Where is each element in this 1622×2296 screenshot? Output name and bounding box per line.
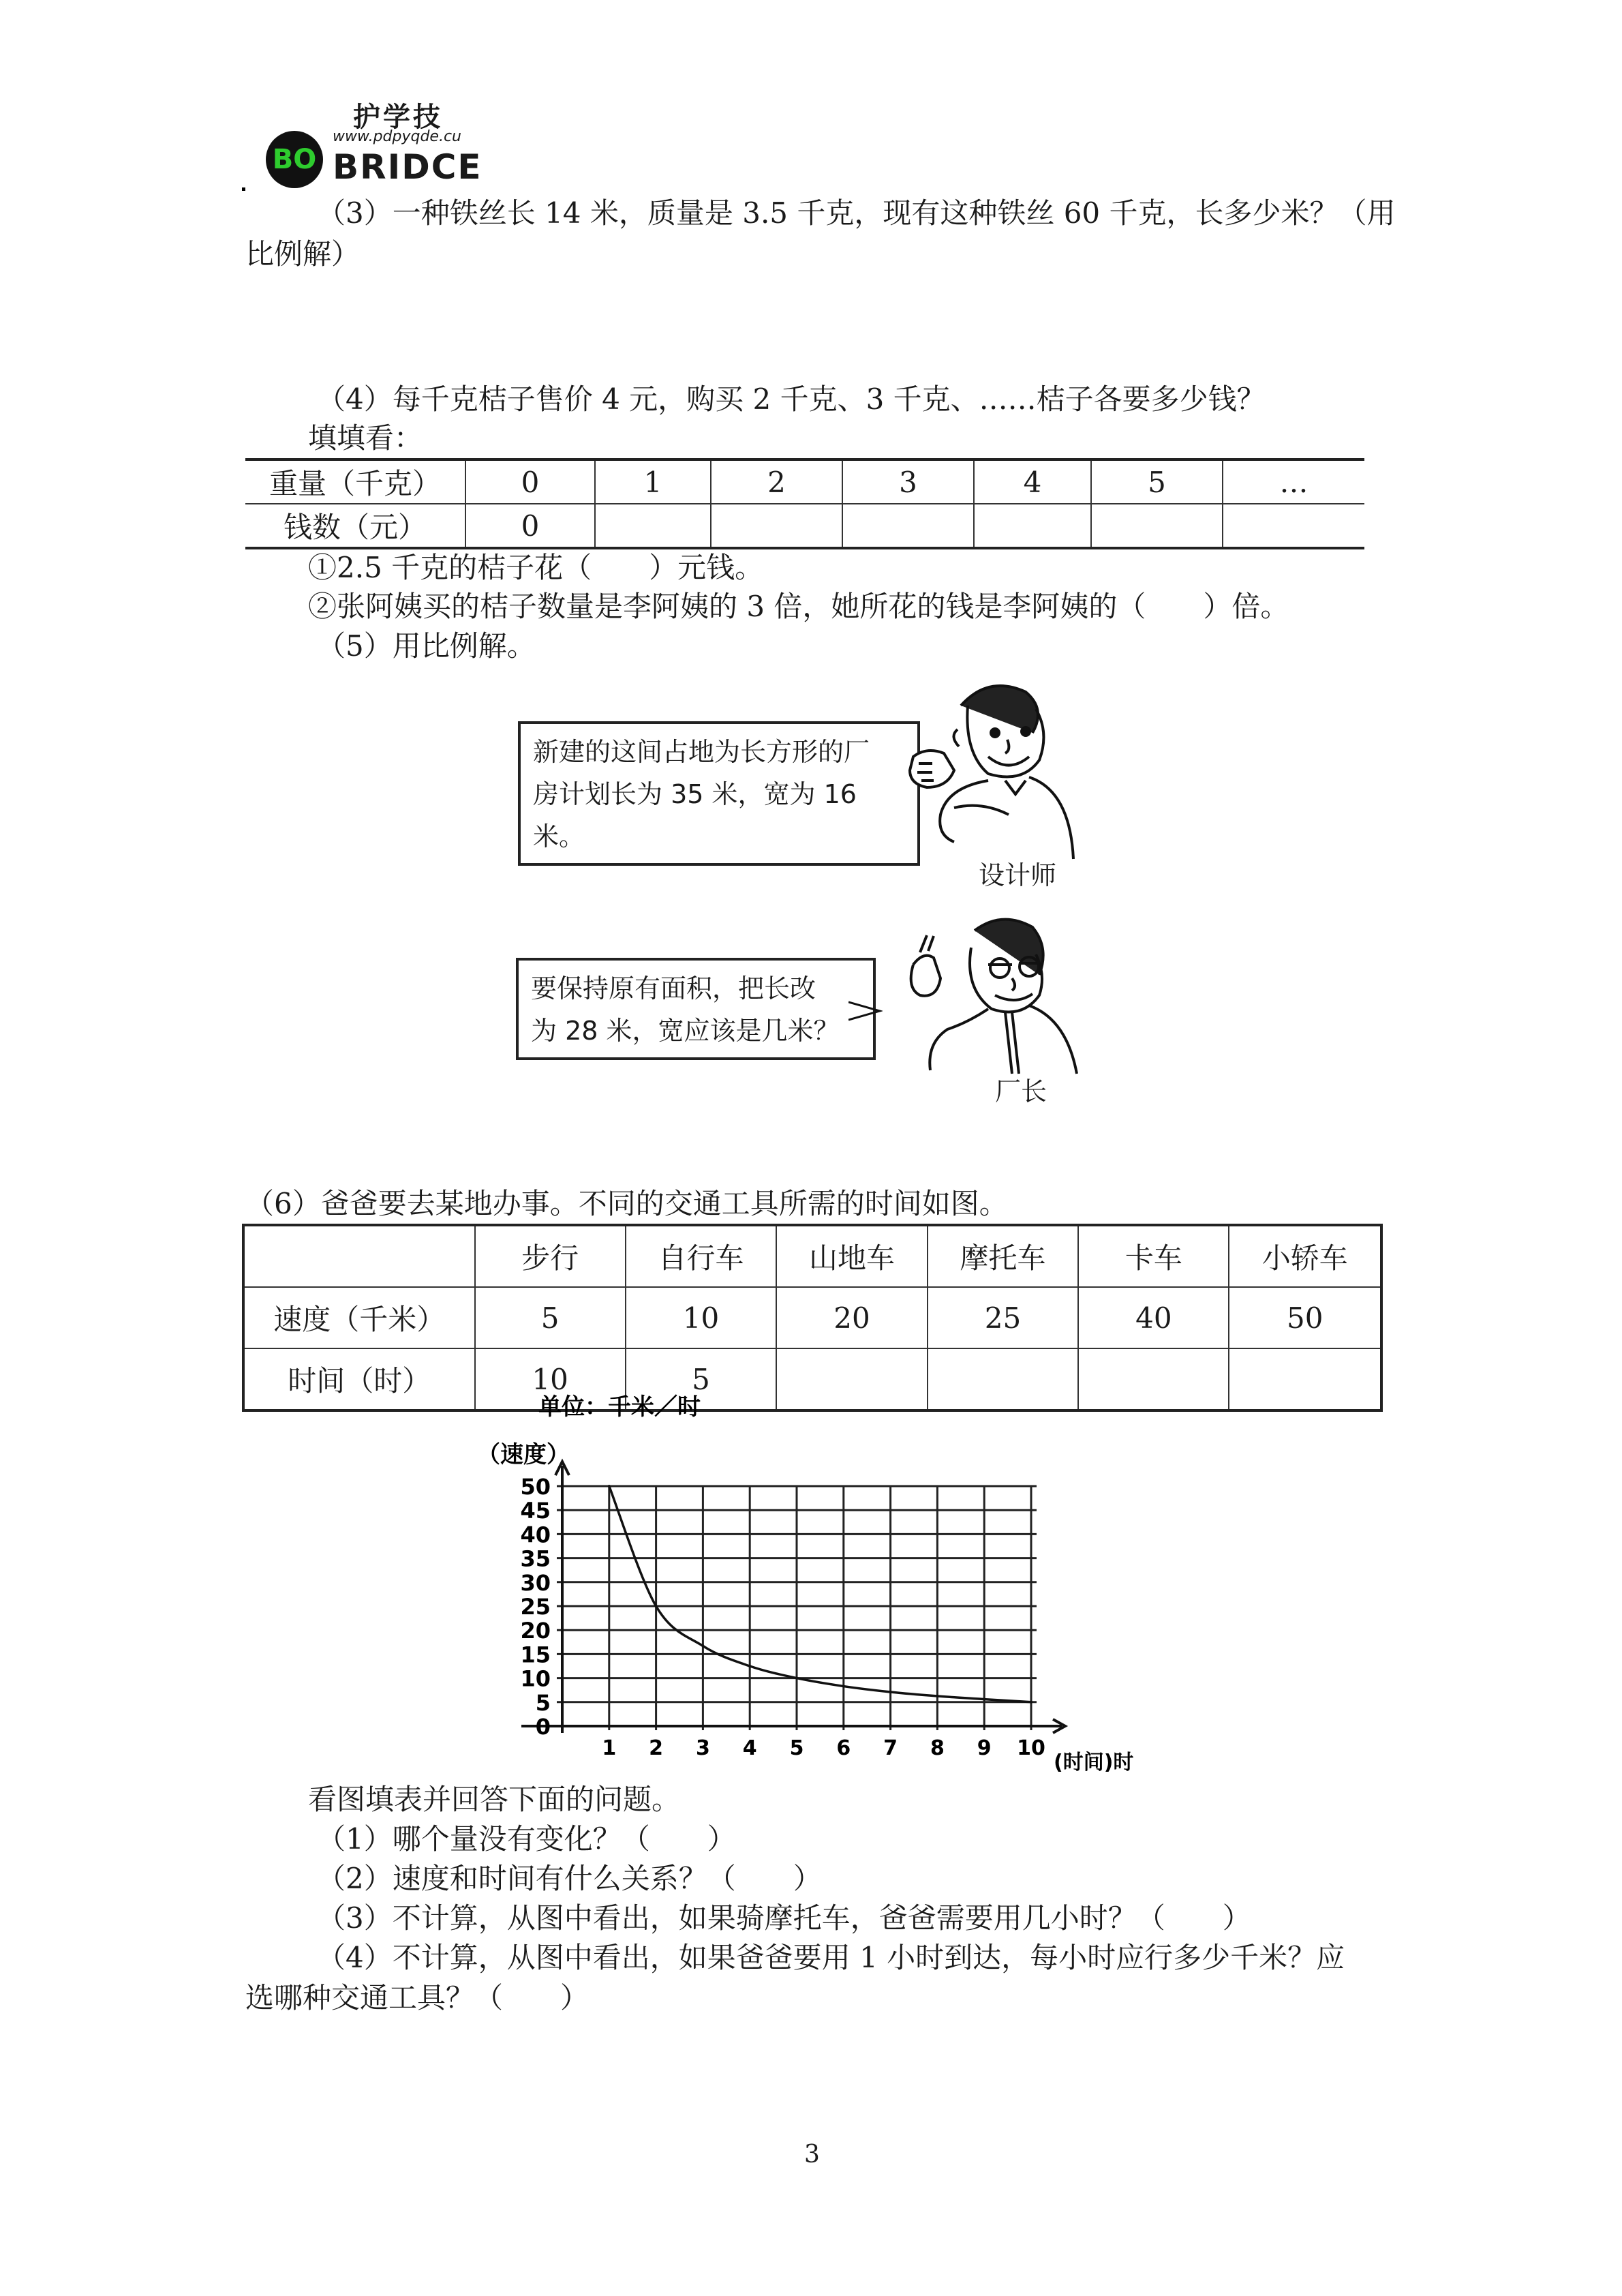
weight-cell: 2 (711, 459, 842, 504)
speed-cell: 50 (1229, 1287, 1381, 1348)
logo (264, 95, 496, 191)
q4-fill-label: 填填看： (308, 421, 423, 455)
y-tick-label: 15 (520, 1642, 551, 1668)
speed-cell: 10 (626, 1287, 776, 1348)
director-speech-bubble (516, 958, 876, 1060)
x-tick-label: 4 (742, 1736, 757, 1760)
q3-line2: 比例解） (245, 237, 361, 271)
speed-cell: 40 (1078, 1287, 1229, 1348)
weight-cell: 4 (974, 459, 1091, 504)
logo-word: BRIDCE (333, 147, 483, 187)
transport-header-row (243, 1225, 1381, 1287)
data-point (795, 1677, 798, 1680)
y-tick-label: 20 (520, 1618, 551, 1644)
weight-row-header: 重量（千克） (245, 459, 465, 504)
logo-url: www.pdpyqde.cu (333, 128, 461, 145)
y-tick-label: 50 (520, 1474, 551, 1500)
q6-question-4-line2: 选哪种交通工具？（ ） (245, 1981, 590, 2014)
transport-name: 卡车 (1078, 1225, 1229, 1287)
q3-line1: （3）一种铁丝长 14 米，质量是 3.5 千克，现有这种铁丝 60 千克，长多少米？（用 (317, 196, 1396, 230)
q6-question-1: （1）哪个量没有变化？（ ） (317, 1822, 736, 1856)
data-point (983, 1698, 985, 1701)
logo-mark: BO (266, 131, 323, 188)
chart-unit-label: 单位：千米／时 (538, 1393, 701, 1421)
money-cell-blank[interactable] (842, 504, 974, 548)
data-point (655, 1605, 658, 1607)
money-cell-blank[interactable] (974, 504, 1091, 548)
y-tick-label: 30 (520, 1569, 551, 1596)
x-tick-label: 2 (649, 1736, 664, 1760)
price-table (245, 458, 1364, 549)
designer-speech-bubble (518, 721, 920, 866)
y-tick-label: 40 (520, 1522, 551, 1548)
y-tick-label: 45 (520, 1498, 551, 1524)
x-tick-label: 3 (695, 1736, 710, 1760)
y-tick-label: 10 (520, 1665, 551, 1692)
data-point (608, 1485, 611, 1487)
time-cell-blank[interactable] (1229, 1348, 1381, 1410)
chart-x-label: (时间)时 (1054, 1751, 1134, 1774)
transport-name: 步行 (475, 1225, 626, 1287)
weight-cell: 5 (1091, 459, 1223, 504)
x-tick-label: 9 (977, 1736, 992, 1760)
x-tick-label: 5 (789, 1736, 804, 1760)
bubble-line: 要保持原有面积，把长改 (531, 973, 816, 1003)
designer-caption: 设计师 (979, 860, 1057, 890)
director-caption: 厂长 (995, 1076, 1047, 1106)
data-point (889, 1691, 892, 1693)
bubble-line: 新建的这间占地为长方形的厂 (533, 737, 870, 767)
q6-intro: （6）爸爸要去某地办事。不同的交通工具所需的时间如图。 (245, 1187, 1008, 1220)
q4-intro: （4）每千克桔子售价 4 元，购买 2 千克、3 千克、……桔子各要多少钱？ (317, 382, 1266, 416)
money-cell-blank[interactable] (1223, 504, 1364, 548)
chart-grid (557, 1486, 1037, 1730)
director-illustration (893, 910, 1097, 1081)
speed-cell: 25 (928, 1287, 1078, 1348)
transport-table (242, 1224, 1383, 1412)
speed-row-header: 速度（千米） (243, 1287, 475, 1348)
page-number: 3 (804, 2141, 820, 2169)
designer-illustration (886, 665, 1104, 869)
time-cell: 5 (626, 1348, 776, 1410)
q4-sub2: ②张阿姨买的桔子数量是李阿姨的 3 倍，她所花的钱是李阿姨的（ ）倍。 (308, 590, 1289, 623)
x-tick-label: 1 (602, 1736, 617, 1760)
time-row-header: 时间（时） (243, 1348, 475, 1410)
data-point (842, 1685, 845, 1688)
q4-sub1: ①2.5 千克的桔子花（ ）元钱。 (308, 551, 764, 584)
table-corner (243, 1225, 475, 1287)
speed-cell: 5 (475, 1287, 626, 1348)
weight-cell: 3 (842, 459, 974, 504)
speed-row (243, 1287, 1381, 1348)
y-tick-label: 35 (520, 1545, 551, 1572)
x-tick-label: 10 (1017, 1736, 1045, 1760)
money-row-header: 钱数（元） (245, 504, 465, 548)
bubble-line: 为 28 米，宽应该是几米？ (531, 1016, 840, 1046)
data-point (1030, 1701, 1032, 1704)
data-point (701, 1644, 704, 1647)
bubble-pointer (848, 1001, 883, 1021)
header-dot (242, 187, 245, 191)
data-point (748, 1665, 751, 1667)
weight-cell: 0 (465, 459, 595, 504)
y-tick-label: 5 (535, 1689, 551, 1716)
y-tick-label: 25 (520, 1594, 551, 1620)
chart-series (608, 1485, 1032, 1704)
q6-question-4-line1: （4）不计算，从图中看出，如果爸爸要用 1 小时到达，每小时应行多少千米？应 (317, 1941, 1345, 1974)
time-cell: 10 (475, 1348, 626, 1410)
money-cell-blank[interactable] (595, 504, 711, 548)
money-cell: 0 (465, 504, 595, 548)
money-cell-blank[interactable] (711, 504, 842, 548)
speed-cell: 20 (776, 1287, 927, 1348)
q6-questions-intro: 看图填表并回答下面的问题。 (308, 1783, 681, 1816)
chart-ticks (520, 1474, 1045, 1760)
transport-name: 山地车 (776, 1225, 927, 1287)
y-tick-label: 0 (535, 1714, 551, 1740)
transport-name: 自行车 (626, 1225, 776, 1287)
logo-top-text: 护学技 (353, 101, 443, 133)
speed-time-curve (609, 1486, 1031, 1702)
bubble-line: 房计划长为 35 米，宽为 16 米。 (533, 779, 857, 851)
weight-row (245, 459, 1364, 504)
x-tick-label: 7 (883, 1736, 898, 1760)
money-row (245, 504, 1364, 548)
money-cell-blank[interactable] (1091, 504, 1223, 548)
x-tick-label: 8 (930, 1736, 945, 1760)
data-point (936, 1695, 938, 1697)
x-tick-label: 6 (836, 1736, 851, 1760)
weight-cell: 1 (595, 459, 711, 504)
chart-y-label: （速度） (477, 1441, 570, 1468)
q6-question-3: （3）不计算，从图中看出，如果骑摩托车，爸爸需要用几小时？（ ） (317, 1901, 1251, 1935)
q5-intro: （5）用比例解。 (317, 629, 536, 663)
q6-question-2: （2）速度和时间有什么关系？（ ） (317, 1862, 822, 1895)
transport-name: 小轿车 (1229, 1225, 1381, 1287)
weight-cell: … (1223, 459, 1364, 504)
transport-name: 摩托车 (928, 1225, 1078, 1287)
speed-time-chart (470, 1391, 1165, 1779)
